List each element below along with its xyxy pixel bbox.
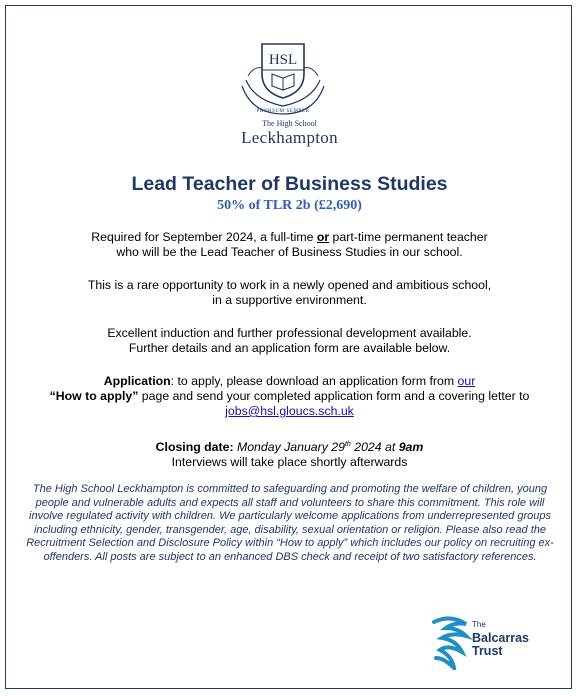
crest-motto: PRORSUM SEMPER (256, 109, 310, 114)
opportunity-line2: in a supportive environment. (212, 293, 367, 307)
job-title: Lead Teacher of Business Studies (131, 173, 448, 195)
closing-paragraph (0, 437, 579, 470)
trust-the: The (472, 620, 486, 629)
safeguarding-policy: The High School Leckhampton is committed to safeguarding and promoting the welfare of children, young people and vulnerable adults and expects all staff and volunteers to share this commitment. This role will involve regulated activity with children. We particularly welcome applications from underrepresented groups including ethnicity, gender, transgender, age, disability, sexual orientation or religion. Please also read the Recruitment Selection and Disclosure Policy within “How to apply” which includes our policy on recruiting ex-offenders. All posts are subject to an enhanced DBS check and receipt of two satisfactory references. (26, 483, 554, 563)
intro-text-a: Required for September 2024, a full-time (91, 230, 317, 244)
trust-line2: Trust (472, 644, 503, 658)
closing-date-suffix: th (344, 441, 351, 448)
school-name-small: The High School (262, 119, 317, 128)
interviews-note: Interviews will take place shortly afterwards (171, 455, 408, 470)
closing-time: 9am (398, 440, 424, 455)
induction-line2: Further details and an application form are available below. (128, 341, 451, 355)
intro-text-line2: who will be the Lead Teacher of Business Studies in our school. (116, 245, 463, 259)
induction-line1: Excellent induction and further professional development available. (107, 326, 472, 340)
application-label: Application (103, 374, 171, 388)
application-text: : to apply, please download an application form from (170, 374, 458, 388)
induction-paragraph (0, 326, 579, 356)
closing-date: Monday January 29 (233, 440, 345, 455)
crest-initials: HSL (268, 52, 298, 68)
trust-name (472, 618, 529, 659)
application-paragraph (0, 374, 579, 419)
opportunity-line1: This is a rare opportunity to work in a newly opened and ambitious school, (87, 278, 492, 292)
how-to-apply-label: “How to apply” (49, 389, 139, 403)
intro-text-b: part-time permanent teacher (329, 230, 488, 244)
school-crest-logo (232, 36, 334, 116)
closing-label: Closing date: (155, 440, 234, 455)
intro-paragraph (0, 230, 579, 260)
trust-line1: Balcarras (472, 630, 529, 645)
intro-or: or (316, 230, 330, 244)
application-text-line2: page and send your completed application form and a covering letter to (138, 389, 530, 403)
closing-year: 2024 at (350, 440, 399, 455)
how-to-apply-link[interactable]: our (457, 374, 476, 388)
job-allowance: 50% of TLR 2b (£2,690) (217, 198, 362, 213)
email-link[interactable]: jobs@hsl.gloucs.sch.uk (225, 404, 354, 418)
opportunity-paragraph (0, 278, 579, 308)
school-name-large: Leckhampton (241, 128, 338, 147)
